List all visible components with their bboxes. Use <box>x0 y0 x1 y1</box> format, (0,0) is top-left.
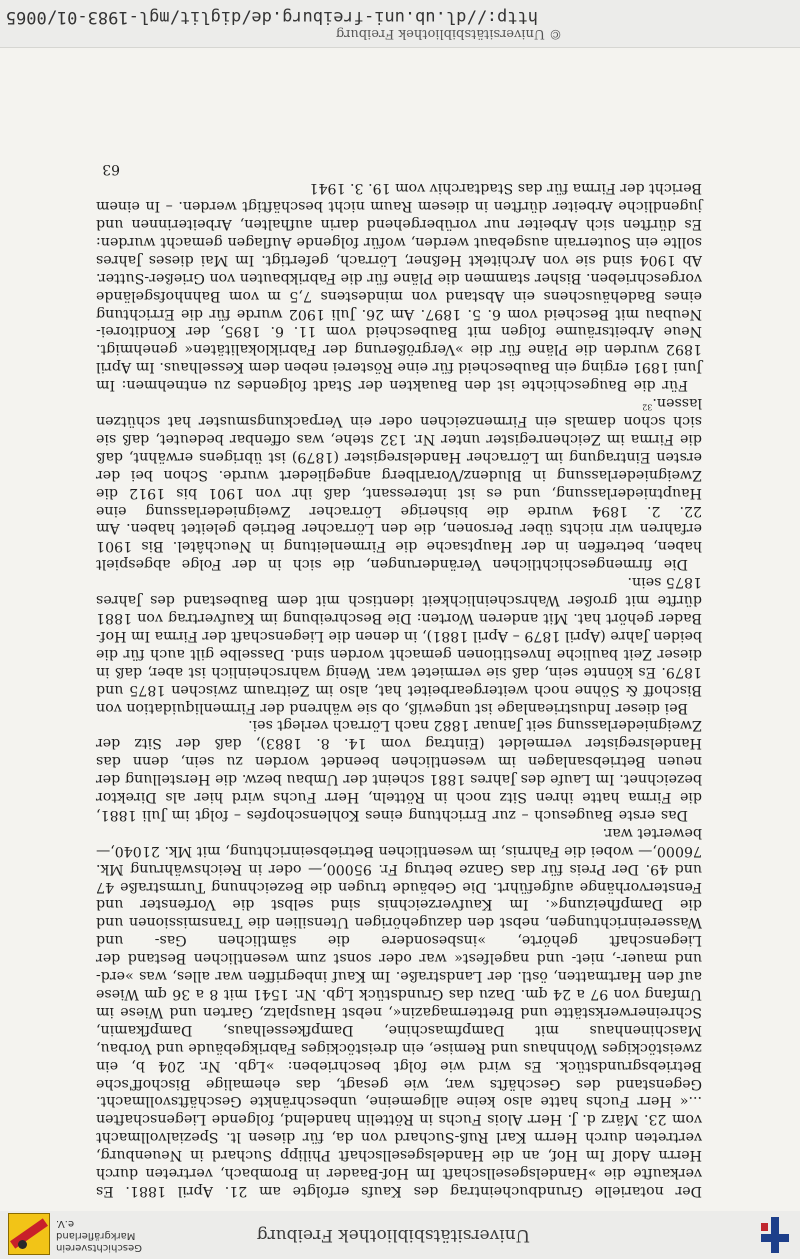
page-number: 63 <box>102 161 120 177</box>
association-crest-icon <box>8 1213 50 1255</box>
footer-association <box>40 1240 50 1241</box>
footer-university-library: © Universitätsbibliothek Freiburg <box>335 26 562 41</box>
paragraph: Bei dieser Industrieanlage ist ungewiß, ob sie während der Firmenliquidation von Bischoff & Söhne noch weitergearbeitet hat, also im Zeitraum zwischen 1875 und 1879. Es könnte sein, daß sie vermietet war. Wenig wahrscheinlich ist aber, daß in dieser Zeit bauliche Investitionen gemacht worden sind. Dasselbe gilt auch für die beiden Jahre (April 1879 – April 1881), in denen die Liegenschaft der Firma Im Hof-Bader gehört hat. Mit anderen Worten: Die Beschreibung im Kaufvertrag von 1881 dürfte mit großer Wahrscheinlichkeit identisch mit dem Baubestand des Jahres 1875 sein. <box>96 574 702 716</box>
footer-leipzig-library <box>300 1240 316 1241</box>
paragraph: Das erste Baugesuch – zur Errichtung eines Kohlenschopfes – folgt im Juli 1881, die Firma hatte ihren Sitz noch in Rötteln, Herr Fuchs wird hier als Direktor bezeichnet. Im Laufe des Jahres 1881 scheint der Umbau bezw. die Herstellung der neuen Betriebsanlagen im wesentlichen beendet worden zu sein, denn das Handelsregister vermeldet (Eintrag vom 14. 8. 1883), daß der Sitz der Zweigniederlassung seit Januar 1882 nach Lörrach verlegt sei. <box>96 717 702 823</box>
paragraph: Die firmengeschichtlichen Veränderungen, die sich in der Folge abgespielt haben, betreffen in der Hauptsache die Firmenleitung in Neuchâtel. Bis 1901 erfahren wir nichts über Personen, die den Lörracher Betrieb geleitet haben. Am 22. 2. 1894 wurde die bisherige Lörracher Zweigniederlassung eine Hauptniederlassung, und es ist interessant, daß ihr von 1901 bis 1912 die Zweigniederlassung in Bludenz/Vorarlberg angegliedert wurde. Schon bei der ersten Eintragung im Lörracher Handelsregister (1879) ist übrigens erwähnt, daß die Firma im Zeichenregister unter Nr. 132 stehe, was offenbar bedeutet, daß sie sich schon damals ein Firmenzeichen oder ein Verpackungsmuster hat schützen lassen.$^{32}$ <box>96 395 702 573</box>
footer-url-link[interactable]: http://dl.ub.uni-freiburg.de/diglit/mgl-1983-01/0065 <box>5 7 538 27</box>
header-library-title: Universitätsbibliothek Freiburg <box>256 1225 530 1245</box>
footer-bar <box>0 0 800 48</box>
ulb-logo-icon <box>758 1215 792 1255</box>
header-association: Geschichtsverein Markgräflerland e.V. <box>56 1218 142 1253</box>
body-text <box>96 178 702 1199</box>
footnote-marker: 32 <box>642 402 653 412</box>
paragraph: Für die Baugeschichte ist den Bauakten der Stadt folgendes zu entnehmen: Im Juni 1891 erging ein Baubescheid für eine Rösterei neben dem Kesselhaus. Im April 1892 wurden die Pläne für die »Vergrößerung der Fabriklokalitäten« genehmigt. Neue Arbeitsräume folgen mit Baubescheid vom 11. 6. 1895, der Konditorei-Neubau mit Bescheid vom 6. 5. 1897. Am 26. Juli 1902 wurde für die Errichtung eines Badehäuschens ein Abstand von mindestens 7,5 m vom Bahnhofsgelände vorgeschrieben. Bisher stammen die Pläne für die Fabrikbauten von Grießer-Sutter. Ab 1904 sind sie von Architekt Heßner, Lörrach, gefertigt. Im Mai dieses Jahres sollte ein Souterrain ausgebaut werden, wofür folgende Auflagen gemacht wurden: Es dürften sich Arbeiter nur vorübergehend darin aufhalten, Arbeiterinnen und jugendliche Arbeiter dürften in diesem Raum nicht beschäftigt werden. – In einem Bericht der Firma für das Stadtarchiv vom 19. 3. 1941 <box>96 180 702 394</box>
header-bar <box>0 1211 800 1259</box>
paragraph: Der notarielle Grundbucheintrag des Kaufs erfolgte am 21. April 1881. Es verkaufte die »Handelsgesellschaft Im Hof-Baader in Brombach, vertreten durch Herrn Adolf Im Hof, an die Handelsgesellschaft Philipp Suchard in Neuenburg, vertreten durch Herrn Karl Ruß-Suchard von da, für diesen lt. Spezialvollmacht vom 23. März d. J. Herr Alois Fuchs in Röttelin handelnd, folgende Liegenschaften ...« Herr Fuchs hatte also keine allgemeine, unbeschränkte Geschäftsvollmacht. Gegenstand des Geschäfts war, wie gesagt, das ehemalige Bischoff'sche Betriebsgrundstück. Es wird wie folgt beschrieben: »Lgb. Nr. 204 b, ein zweistöckiges Wohnhaus und Remise, ein dreistöckiges Fabrikgebäude und Vorbau, Maschinenhaus mit Dampfmaschine, Dampfkesselhaus, Dampfkamin, Schreinerwerkstätte und Brettermagazin«, nebst Hausplatz, Garten und Wiese im Umfang von 97 a 24 qm. Dazu das Grundstück Lgb. Nr. 1541 mit 8 a 36 qm Wiese auf den Hartmatten, östl. der Landstraße. Im Kauf inbegriffen war alles, was »erd- und mauer-, niet- und nagelfest« war oder sonst zum wesentlichen Bestand der Liegenschaft gehörte, »insbesondere die sämtlichen Gas- und Wassereinrichtungen, nebst den dazugehörigen Utensilien die Transmissionen und die Dampfheizung«. Im Kaufverzeichnis sind selbst die Vorfenster und Fenstervorhänge aufgeführt. Die Gebäude trugen die Bezeichnung Turmstraße 47 und 49. Der Preis für das Ganze betrug Fr. 95000,— oder in Reichswährung Mk. 76000,— wobei die Fahrnis, im wesentlichen Betriebseinrichtung, mit Mk. 21040,— bewertet war. <box>96 824 702 1199</box>
